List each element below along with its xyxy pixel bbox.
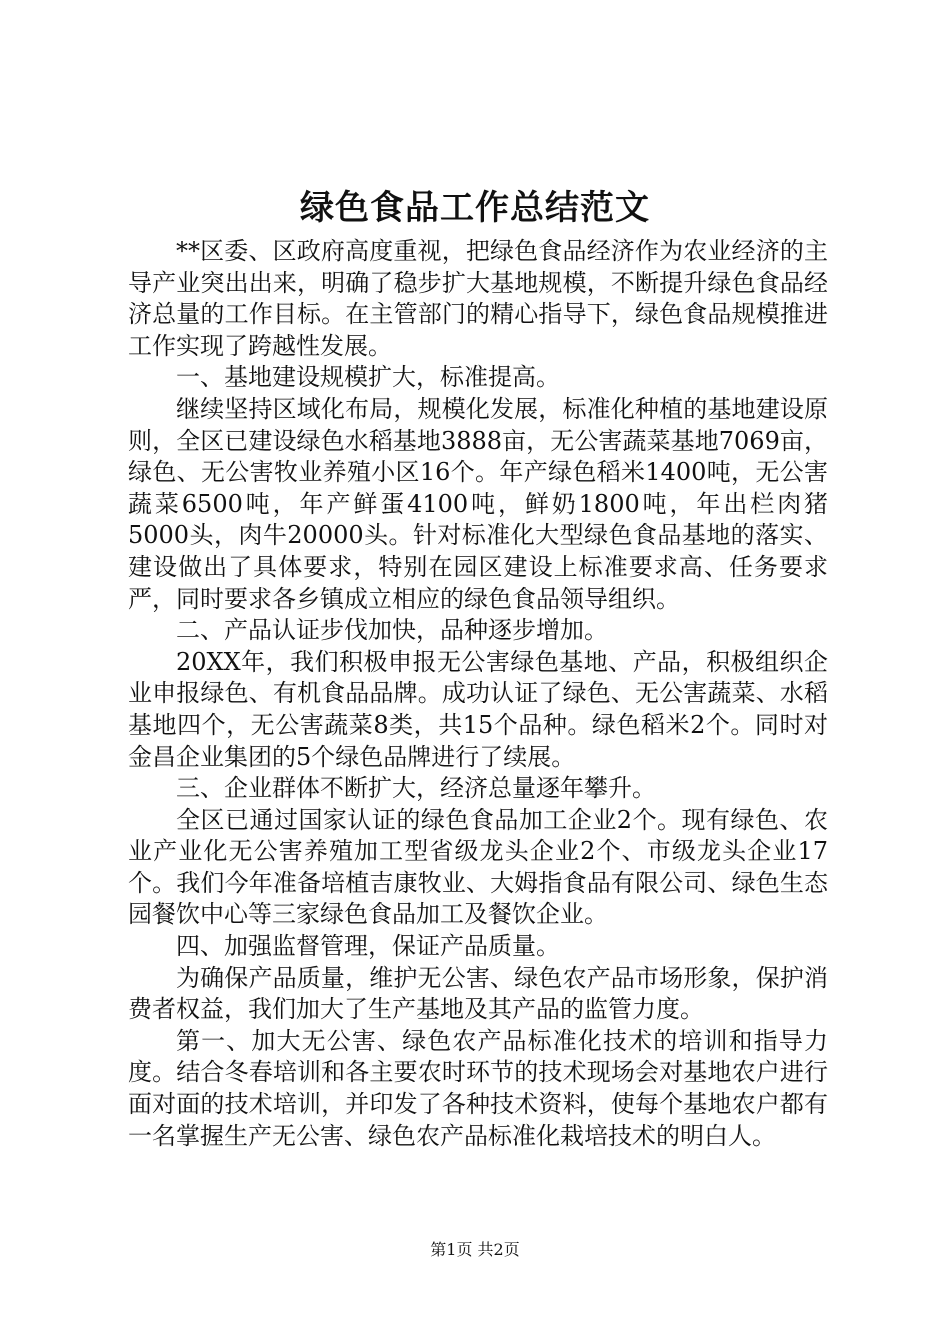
section-heading: 一、基地建设规模扩大，标准提高。 [176,363,560,392]
section-heading: 三、企业群体不断扩大，经济总量逐年攀升。 [176,774,656,803]
body-paragraph: 为确保产品质量，维护无公害、绿色农产品市场形象，保护消费者权益，我们加大了生产基地及其产品的监管力度。 [128,963,828,1024]
body-paragraph: 全区已通过国家认证的绿色食品加工企业2个。现有绿色、农业产业化无公害养殖加工型省级龙头企业2个、市级龙头企业17个。我们今年准备培植吉康牧业、大姆指食品有限公司、绿色生态园餐饮中心等三家绿色食品加工及餐饮企业。 [128,805,828,929]
body-paragraph: 继续坚持区域化布局，规模化发展，标准化种植的基地建设原则，全区已建设绿色水稻基地3888亩，无公害蔬菜基地7069亩，绿色、无公害牧业养殖小区16个。年产绿色稻米1400吨，无公害蔬菜6500吨，年产鲜蛋4100吨，鲜奶1800吨，年出栏肉猪5000头，肉牛20000头。针对标准化大型绿色食品基地的落实、建设做出了具体要求，特别在园区建设上标准要求高、任务要求严，同时要求各乡镇成立相应的绿色食品领导组织。 [128,394,828,613]
document-title: 绿色食品工作总结范文 [300,188,650,228]
document-body [128,236,828,1152]
body-paragraph: **区委、区政府高度重视，把绿色食品经济作为农业经济的主导产业突出出来，明确了稳步扩大基地规模，不断提升绿色食品经济总量的工作目标。在主管部门的精心指导下，绿色食品规模推进工作实现了跨越性发展。 [128,237,828,360]
section-heading: 四、加强监督管理，保证产品质量。 [176,932,560,961]
body-paragraph: 20XX年，我们积极申报无公害绿色基地、产品，积极组织企业申报绿色、有机食品品牌。成功认证了绿色、无公害蔬菜、水稻基地四个，无公害蔬菜8类，共15个品种。绿色稻米2个。同时对金昌企业集团的5个绿色品牌进行了续展。 [128,647,828,771]
section-heading: 二、产品认证步伐加快，品种逐步增加。 [176,616,608,645]
page-number: 第1页 共2页 [430,1240,520,1259]
body-paragraph: 第一、加大无公害、绿色农产品标准化技术的培训和指导力度。结合冬春培训和各主要农时环节的技术现场会对基地农户进行面对面的技术培训，并印发了各种技术资料，使每个基地农户都有一名掌握生产无公害、绿色农产品标准化栽培技术的明白人。 [128,1026,828,1150]
